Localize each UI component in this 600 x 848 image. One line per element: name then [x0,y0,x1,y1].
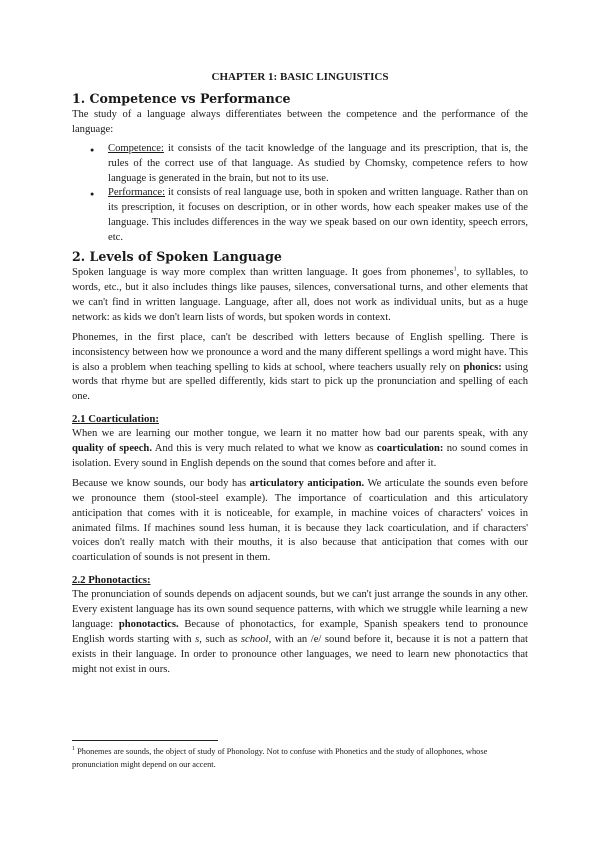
term-competence: Competence: [108,142,164,154]
text-run: When we are learning our mother tongue, we learn it no matter how bad our parents speak, with any [72,428,528,440]
footnote-reference: 1 [453,266,457,273]
text-run: , with an /e/ sound before it, because it is not a pattern that exists in their language. In order to pronounce other languages, we need to learn new phonotactics that might not exist in ours. [72,633,528,675]
example-s: s [195,633,200,645]
document-page [72,70,528,678]
text-run: Because of phonotactics, for example, Spanish speakers tend to pronounce English words starting with [72,619,528,645]
chapter-title: CHAPTER 1: BASIC LINGUISTICS [211,71,389,83]
text-run: , such as [199,633,241,645]
list-item-competence [108,142,528,187]
text-run: We articulate the sounds even before we pronounce them (stool-steel example). The importance of coarticulation and this articulatory anticipation that comes with it is noticeable, for example, in machine voices of characters' voices in animated films. If machines sound less human, it is because they lack coarticulation, and if characters' voices don't really match with their mouths, it is also because that anticipation that comes with our coarticulation of sounds is not present in them. [72,477,529,564]
list-item-performance [108,186,528,246]
footnote-divider [72,740,218,741]
text-run: using words that rhyme but are spelled differently, kids start to pick up the pronunciation and spelling of each one. [72,361,528,403]
text-run: Phonemes, in the first place, can't be described with letters because of English spelling. There is inconsistency between how we pronounce a word and the many different spellings a word might have. This is also a problem when teaching spelling to kids at school, where teachers usually rely on [72,331,528,373]
section-heading-competence: 1. Competence vs Performance [72,90,291,106]
text-run: no sound comes in isolation. Every sound in English depends on the sound that comes before and after it. [72,443,528,469]
text-run: Because we know sounds, our body has [72,477,250,489]
term-articulatory-anticipation: articulatory anticipation. [249,477,365,489]
text-run: , to syllables, to words, etc., but it also includes things like pauses, silences, conversational turns, and other elements that we can't find in written language. Language, after all, does not work as individual units, but as a huge network: as kids we don't learn lists of words, but spoken words in context. [72,267,529,323]
text-run: Spoken language is way more complex than written language. It goes from phonemes [72,267,454,279]
section-heading-spoken-language: 2. Levels of Spoken Language [72,249,282,265]
text-run: The pronunciation of sounds depends on adjacent sounds, but we can't just arrange the sounds in any other. Every existent language has its own sound sequence patterns, with which we struggle while learning a new language: [72,589,528,630]
text-run: And this is very much related to what we know as [151,443,377,455]
term-coarticulation: coarticulation: [376,443,444,455]
footnote-marker: 1 [72,746,75,753]
term-phonotactics: phonotactics. [118,619,179,630]
performance-definition: it consists of real language use, both in spoken and written language. Rather than on its prescription, it focuses on description, or in other words, how each speaker makes use of the language. This includes differences in the way we speak based on our own identity, speech errors, etc. [108,187,528,244]
phonotactics-paragraph [72,588,528,677]
subsection-heading-phonotactics: 2.2 Phonotactics: [72,574,151,587]
competence-performance-list [72,142,528,246]
term-performance: Performance: [108,187,166,199]
footnote [72,746,528,771]
example-school: school [240,633,269,645]
subsection-heading-coarticulation: 2.1 Coarticulation: [72,413,159,426]
coarticulation-paragraph-1 [72,427,528,472]
coarticulation-paragraph-2 [72,477,528,566]
phonemes-paragraph [72,331,528,406]
footnote-text: Phonemes are sounds, the object of study of Phonology. Not to confuse with Phonetics and the study of allophones, whose pronunciation might depend on our accent. [72,747,488,769]
section1-intro: The study of a language always differentiates between the competence and the performance of the language: [72,108,528,135]
spoken-language-paragraph [72,266,528,326]
term-quality-of-speech: quality of speech. [72,443,152,455]
term-phonics: phonics: [463,361,502,373]
competence-definition: it consists of the tacit knowledge of the language and its prescription, that is, the rules of the correct use of that language. As studied by Chomsky, competence refers to how language is generated in the brain, but not to its use. [108,142,528,184]
